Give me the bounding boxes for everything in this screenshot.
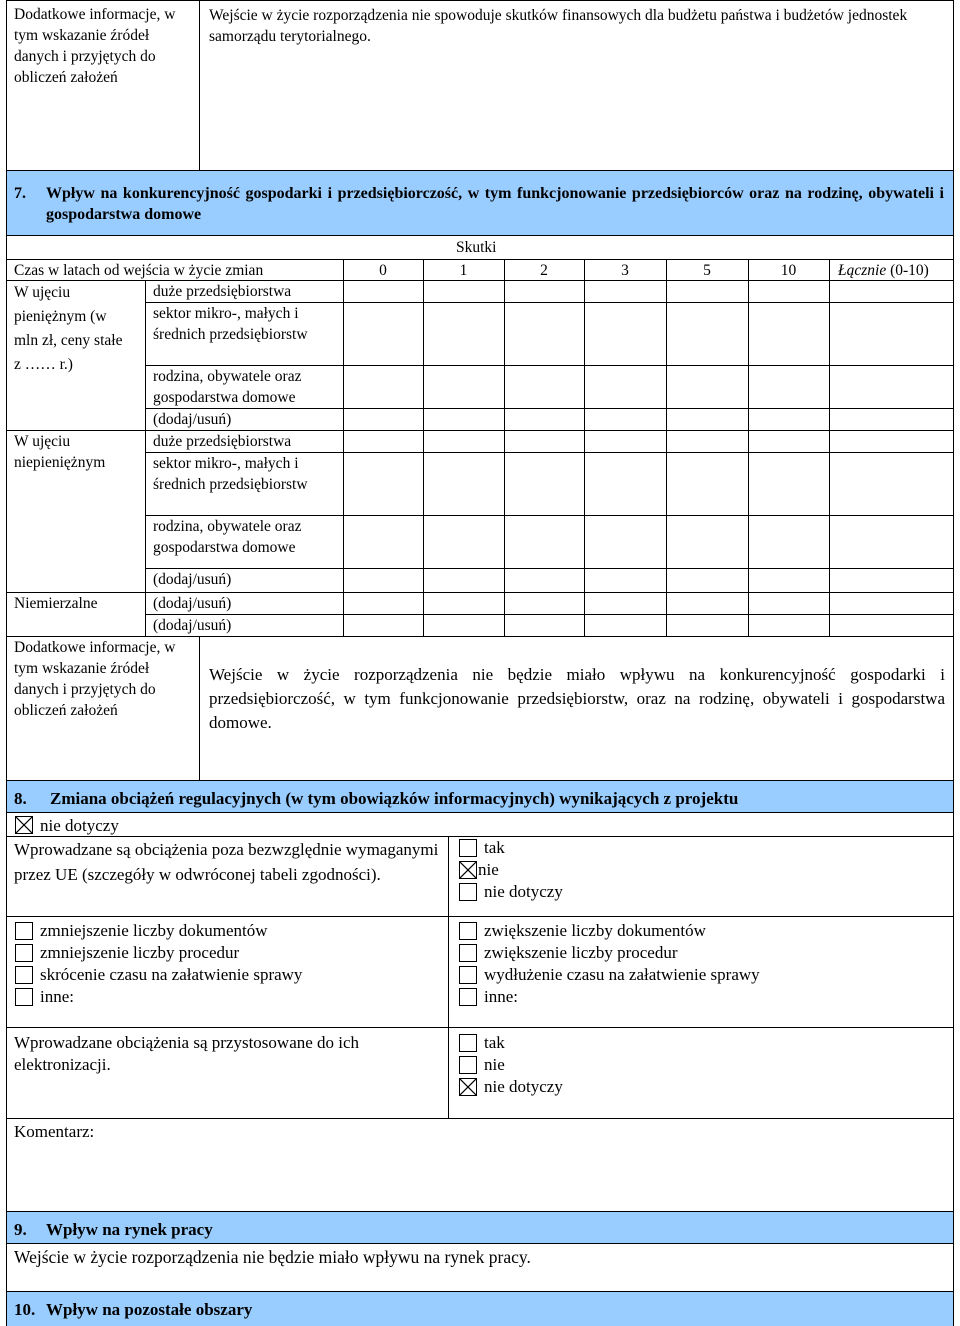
option-label: nie dotyczy: [484, 1077, 563, 1096]
rule: [6, 812, 954, 813]
option-label: inne:: [40, 987, 74, 1006]
rule: [6, 430, 954, 431]
year-1: 1: [459, 262, 468, 279]
checkbox-unchecked[interactable]: [459, 922, 477, 940]
option-label: nie dotyczy: [484, 882, 563, 901]
checkbox-checked[interactable]: [15, 816, 33, 834]
checkbox-checked[interactable]: [459, 1078, 477, 1096]
rule: [666, 259, 667, 636]
time-label: Czas w latach od wejścia w życie zmian: [14, 262, 264, 279]
rule: [6, 0, 954, 1]
option-label: zmniejszenie liczby procedur: [40, 943, 240, 962]
nonmonetary-row: duże przedsiębiorstwa: [153, 433, 292, 450]
year-5: 5: [703, 262, 711, 279]
comment-label: Komentarz:: [14, 1122, 95, 1141]
year-2: 2: [540, 262, 548, 279]
section-title: Wpływ na pozostałe obszary: [46, 1300, 253, 1319]
total-italic: Łącznie: [838, 262, 887, 279]
rule: [448, 836, 449, 1119]
nonmonetary-label: W ujęciu niepieniężnym: [14, 433, 106, 471]
rule: [6, 170, 7, 780]
info-text: Wejście w życie rozporządzenia nie spowoduje skutków finansowych dla budżetu państwa i budżetów jednostek samorządu terytorialnego.: [209, 7, 908, 45]
checkbox-unchecked[interactable]: [459, 988, 477, 1006]
rule: [423, 259, 424, 636]
info-label: Dodatkowe informacje, w tym wskazanie źródeł danych i przyjętych do obliczeń założeń: [14, 6, 176, 86]
rule: [829, 259, 830, 636]
rule: [748, 259, 749, 636]
checkbox-unchecked[interactable]: [15, 944, 33, 962]
rule: [199, 0, 200, 170]
option-label: zwiększenie liczby dokumentów: [484, 921, 706, 940]
rule: [6, 0, 7, 170]
unmeasurable-label: Niemierzalne: [14, 595, 98, 612]
nonmonetary-row: rodzina, obywatele oraz gospodarstwa domowe: [153, 518, 302, 556]
rule: [584, 259, 585, 636]
add-remove-link[interactable]: (dodaj/usuń): [153, 571, 232, 588]
section-title: Zmiana obciążeń regulacyjnych (w tym obowiązków informacyjnych) wynikających z projektu: [50, 789, 739, 808]
section-number: 8.: [14, 789, 27, 808]
rule: [199, 636, 200, 780]
rule: [145, 614, 954, 615]
option-label: nie: [478, 860, 499, 879]
add-remove-link[interactable]: (dodaj/usuń): [153, 411, 232, 428]
rule: [6, 916, 954, 917]
rule: [6, 592, 954, 593]
rule: [504, 259, 505, 636]
q1-label: Wprowadzane są obciążenia poza bezwzględnie wymaganymi przez UE (szczegóły w odwróconej tabeli zgodności).: [14, 840, 439, 884]
section-title: Wpływ na rynek pracy: [46, 1220, 213, 1239]
option-label: zwiększenie liczby procedur: [484, 943, 678, 962]
checkbox-unchecked[interactable]: [15, 988, 33, 1006]
section9-text: Wejście w życie rozporządzenia nie będzie miało wpływu na rynek pracy.: [14, 1247, 531, 1267]
skutki-label: Skutki: [456, 239, 497, 256]
info-text: Wejście w życie rozporządzenia nie będzie miało wpływu na konkurencyjność gospodarki i przedsiębiorczość, w tym funkcjonowanie przedsiębiorstw, oraz na rodzinę, obywateli i gospodarstwa domowe.: [209, 665, 945, 732]
checkbox-unchecked[interactable]: [459, 839, 477, 857]
rule: [6, 780, 7, 1212]
rule: [6, 1243, 954, 1244]
rule: [343, 259, 344, 636]
checkbox-checked[interactable]: [459, 861, 477, 879]
rule: [953, 0, 954, 170]
section-number: 7.: [14, 185, 26, 202]
section-number: 9.: [14, 1220, 27, 1239]
option-label: tak: [484, 838, 505, 857]
nonmonetary-row: sektor mikro-, małych i średnich przedsiębiorstw: [153, 455, 308, 493]
total-header: [838, 260, 929, 281]
rule: [953, 1211, 954, 1326]
monetary-row: rodzina, obywatele oraz gospodarstwa domowe: [153, 368, 302, 406]
rule: [6, 1118, 954, 1119]
rule: [145, 280, 146, 636]
checkbox-unchecked[interactable]: [459, 883, 477, 901]
checkbox-unchecked[interactable]: [459, 944, 477, 962]
monetary-row: sektor mikro-, małych i średnich przedsiębiorstw: [153, 305, 308, 343]
add-remove-link[interactable]: (dodaj/usuń): [153, 617, 232, 634]
rule: [953, 170, 954, 780]
total-range: (0-10): [886, 262, 929, 279]
option-label: tak: [484, 1033, 505, 1052]
checkbox-unchecked[interactable]: [15, 966, 33, 984]
checkbox-unchecked[interactable]: [15, 922, 33, 940]
monetary-label: W ujęciu pieniężnym (w mln zł, ceny stałe z …… r.): [14, 284, 123, 373]
info-label: Dodatkowe informacje, w tym wskazanie źródeł danych i przyjętych do obliczeń założeń: [14, 639, 176, 719]
option-label: wydłużenie czasu na załatwienie sprawy: [484, 965, 760, 984]
option-label: zmniejszenie liczby dokumentów: [40, 921, 268, 940]
year-0: 0: [379, 262, 387, 279]
section-number: 10.: [14, 1300, 36, 1319]
checkbox-unchecked[interactable]: [459, 1056, 477, 1074]
option-label: inne:: [484, 987, 518, 1006]
rule: [6, 235, 954, 236]
checkbox-unchecked[interactable]: [459, 966, 477, 984]
add-remove-link[interactable]: (dodaj/usuń): [153, 595, 232, 612]
not-applicable-label: nie dotyczy: [40, 816, 119, 835]
option-label: nie: [484, 1055, 505, 1074]
checkbox-unchecked[interactable]: [459, 1034, 477, 1052]
year-3: 3: [621, 262, 629, 279]
monetary-row: duże przedsiębiorstwa: [153, 283, 292, 300]
rule: [953, 780, 954, 1212]
year-10: 10: [780, 262, 797, 279]
q2-label: Wprowadzane obciążenia są przystosowane do ich elektronizacji.: [14, 1033, 360, 1074]
rule: [145, 568, 954, 569]
option-label: skrócenie czasu na załatwienie sprawy: [40, 965, 303, 984]
rule: [6, 1027, 954, 1028]
section-title: Wpływ na konkurencyjność gospodarki i przedsiębiorczość, w tym funkcjonowanie przedsiębiorców oraz na rodzinę, obywateli i gospodarstwa domowe: [46, 185, 944, 223]
rule: [145, 408, 954, 409]
